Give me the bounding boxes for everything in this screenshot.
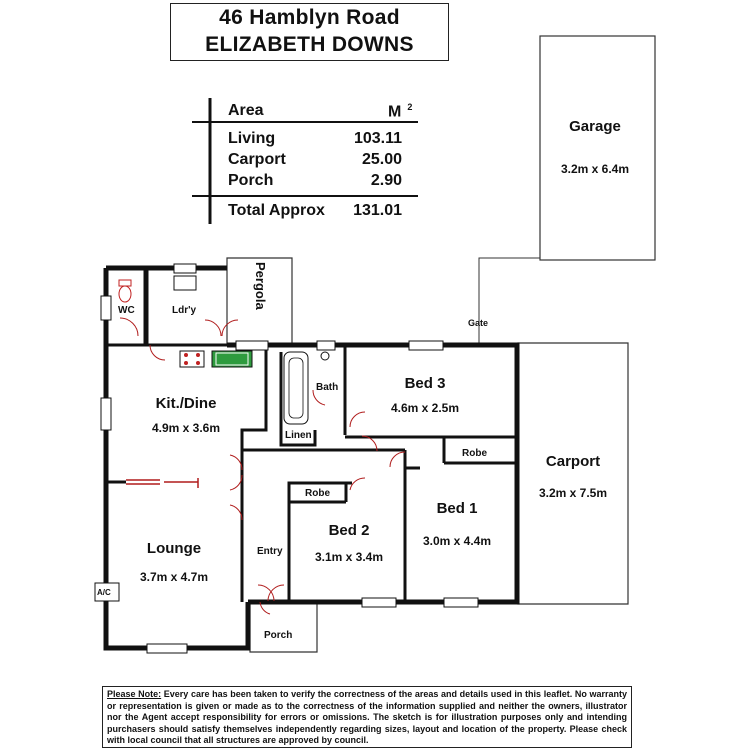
carport-dims: 3.2m x 7.5m bbox=[538, 486, 608, 500]
sliding-door bbox=[126, 478, 198, 488]
garage-label: Garage bbox=[569, 118, 621, 135]
lounge-dims: 3.7m x 4.7m bbox=[139, 570, 209, 584]
robe-label: Robe bbox=[305, 488, 330, 499]
outer-walls bbox=[106, 268, 517, 648]
bed2-label: Bed 2 bbox=[328, 522, 370, 539]
ac-label: A/C bbox=[97, 588, 111, 597]
area-total-value: 131.01 bbox=[353, 202, 402, 219]
porch-label: Porch bbox=[264, 630, 293, 641]
note-text: Every care has been taken to verify the correctness of the areas and details used in this leaflet. No warranty or representation is given or made as to the correctness of the information supplied and neither the owners, illustrator nor the Agent accept responsibility for errors or omissions. The sketch is for illustration purposes only and intending purchasers should satisfy themselves independently regarding sizes, layout and location of the property. Please check with local council that all structures are approved by council. bbox=[107, 689, 627, 746]
kitchen-dims: 4.9m x 3.6m bbox=[151, 421, 221, 435]
disclaimer-note bbox=[102, 686, 632, 748]
gate-label: Gate bbox=[468, 318, 489, 328]
suburb-line: ELIZABETH DOWNS bbox=[205, 33, 414, 56]
bed2-dims: 3.1m x 3.4m bbox=[314, 550, 384, 564]
area-row-label: Living bbox=[228, 130, 276, 147]
bed3-dims: 4.6m x 2.5m bbox=[390, 401, 460, 415]
wc-label: WC bbox=[118, 305, 135, 316]
area-row-value: 2.90 bbox=[370, 172, 402, 189]
kitchen-label: Kit./Dine bbox=[155, 395, 217, 412]
note-heading: Please Note: bbox=[107, 689, 162, 699]
entry-label: Entry bbox=[257, 546, 283, 557]
bed3-label: Bed 3 bbox=[404, 375, 446, 392]
laundry-label: Ldr'y bbox=[172, 305, 197, 316]
area-header-unit: M $^2$ bbox=[388, 102, 413, 121]
bed1-dims: 3.0m x 4.4m bbox=[422, 534, 492, 548]
robe-label: Robe bbox=[462, 448, 487, 459]
bath-label: Bath bbox=[316, 382, 339, 393]
kitchen-fixtures bbox=[180, 351, 252, 367]
address-line: 46 Hamblyn Road bbox=[219, 6, 400, 29]
bed1-label: Bed 1 bbox=[436, 500, 478, 517]
garage-dims: 3.2m x 6.4m bbox=[560, 162, 630, 176]
linen-label: Linen bbox=[285, 430, 312, 441]
pergola-label: Pergola bbox=[253, 262, 268, 310]
area-row-label: Porch bbox=[228, 172, 274, 189]
lounge-label: Lounge bbox=[146, 540, 202, 557]
area-table-rules bbox=[192, 98, 418, 224]
carport-label: Carport bbox=[545, 453, 601, 470]
area-row-value: 25.00 bbox=[361, 151, 402, 168]
porch-outline bbox=[250, 600, 317, 652]
area-header-label: Area bbox=[228, 102, 264, 119]
boundary-line bbox=[479, 258, 540, 345]
area-total-label: Total Approx bbox=[228, 202, 325, 219]
carport-outline bbox=[518, 343, 628, 604]
area-row-value: 103.11 bbox=[353, 130, 402, 147]
garage-outline bbox=[540, 36, 655, 260]
area-row-label: Carport bbox=[228, 151, 286, 168]
bathtub bbox=[284, 352, 308, 424]
